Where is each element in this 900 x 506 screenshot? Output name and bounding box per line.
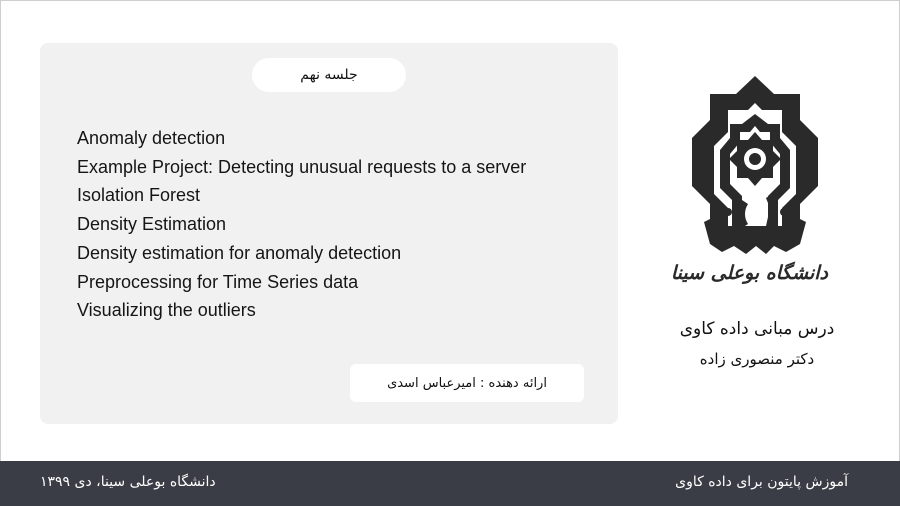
professor-name: دکتر منصوری زاده <box>699 350 815 368</box>
session-label <box>252 58 406 92</box>
topic-item: Density Estimation <box>77 214 227 235</box>
presenter-text: ارائه دهنده : امیرعباس اسدی <box>387 375 547 391</box>
topic-item: Isolation Forest <box>77 185 201 206</box>
topic-item: Density estimation for anomaly detection <box>77 242 402 263</box>
presenter-label <box>350 364 584 402</box>
topic-list <box>77 124 526 325</box>
university-wordmark: دانشگاه بوعلی سینا <box>670 262 828 284</box>
footer-bar <box>0 461 900 506</box>
topic-item: Preprocessing for Time Series data <box>77 271 359 292</box>
footer-university-date: دانشگاه بوعلی سینا، دی ۱۳۹۹ <box>40 474 216 490</box>
course-title: درس مبانی داده کاوی <box>679 319 835 339</box>
session-label-text: جلسه نهم <box>300 67 358 83</box>
topic-item: Visualizing the outliers <box>77 300 256 321</box>
topic-item: Anomaly detection <box>77 128 226 148</box>
footer-course-name: آموزش پایتون برای داده کاوی <box>675 474 848 490</box>
topic-item: Example Project: Detecting unusual requests to a server <box>77 156 527 177</box>
